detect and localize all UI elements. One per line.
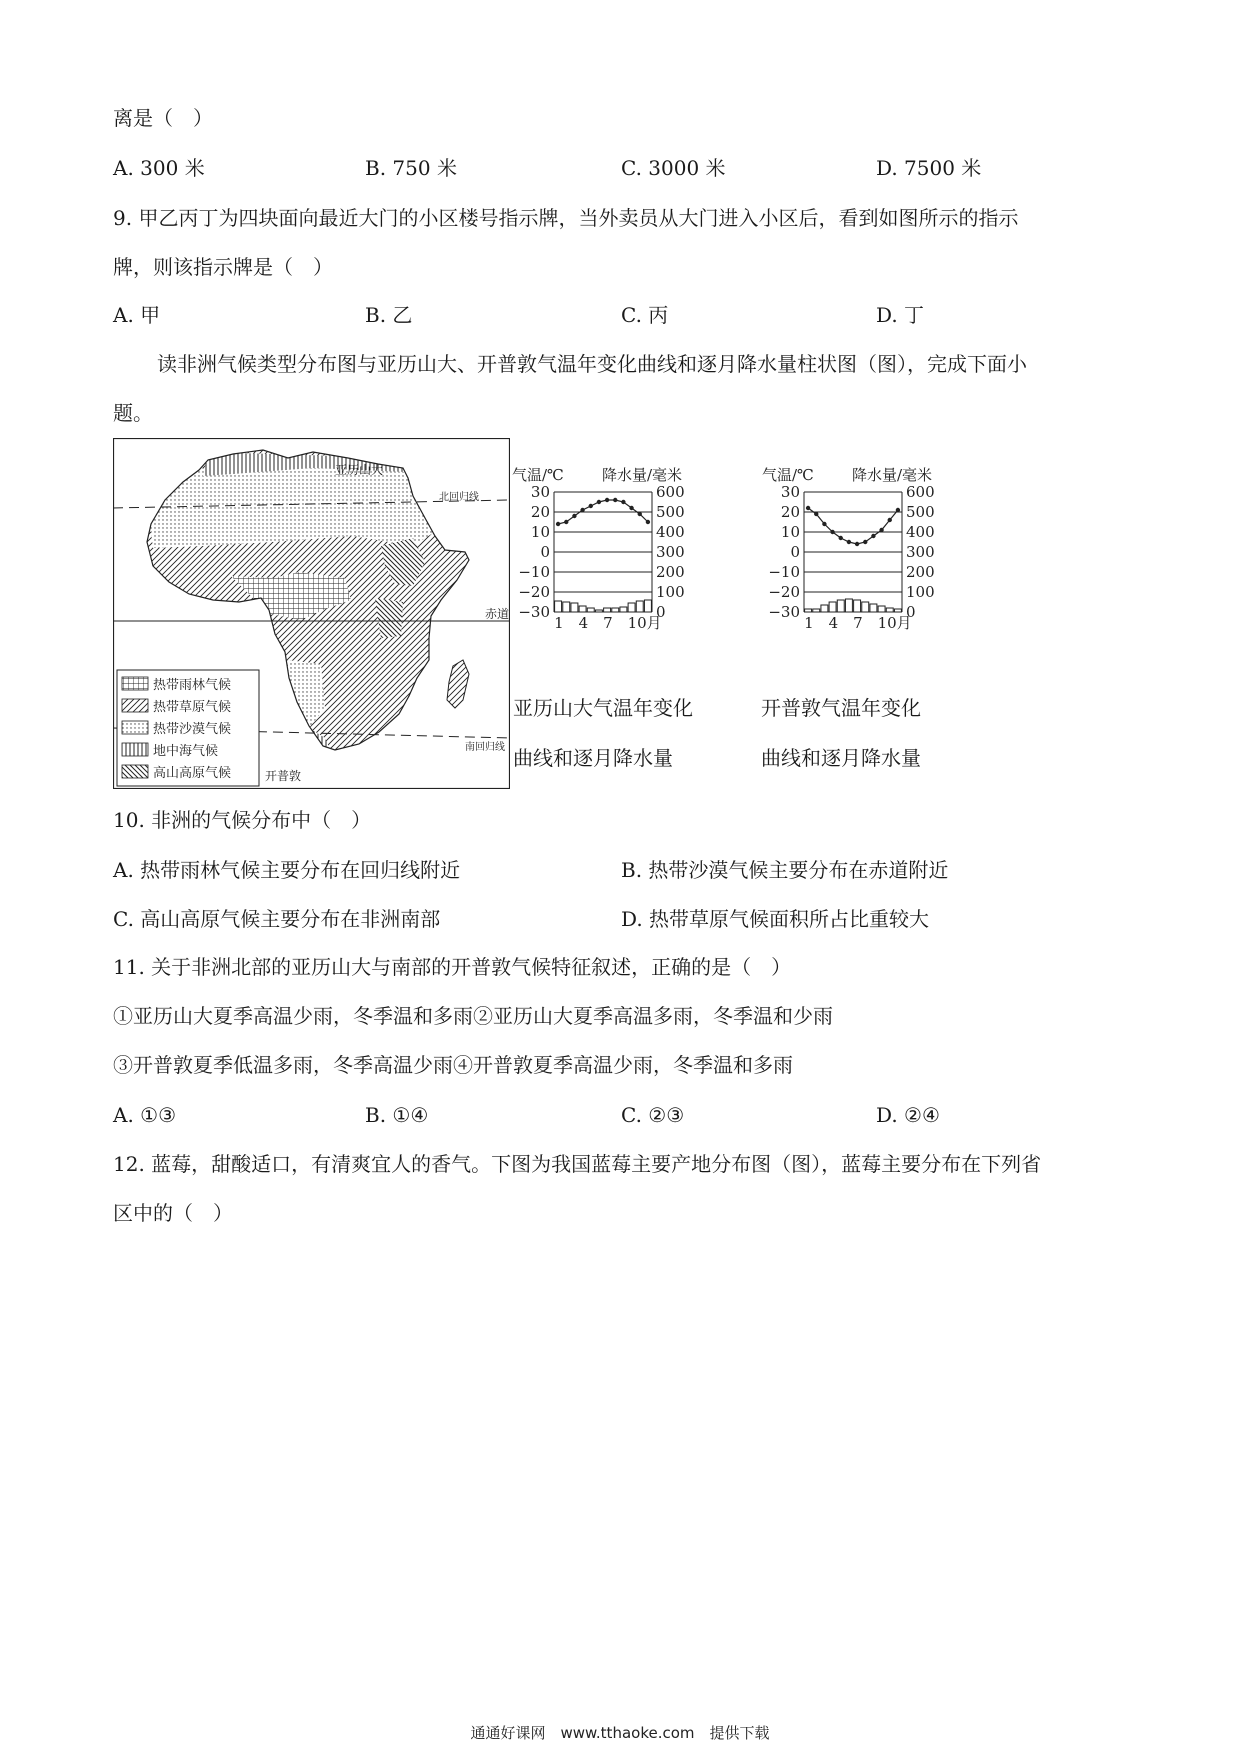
- legend-label-desert: 热带沙漠气候: [153, 722, 232, 737]
- temperature-point-month-9: [871, 534, 875, 538]
- q9-stem-line1: 9. 甲乙丙丁为四块面向最近大门的小区楼号指示牌，当外卖员从大门进入小区后，看到如图所示的指示: [113, 206, 1019, 230]
- chart-precip-tick-label: 600: [906, 483, 935, 501]
- q8-stem-tail: 离是（ ）: [113, 106, 213, 130]
- legend-label-highland: 高山高原气候: [153, 766, 232, 781]
- q11-option-b[interactable]: B. ①④: [365, 1103, 429, 1127]
- chart-temp-tick-label: 0: [540, 543, 550, 561]
- chart-x-tick-label: 1: [554, 614, 564, 632]
- q11-option-d[interactable]: D. ②④: [876, 1103, 940, 1127]
- legend-swatch-rainforest: [122, 677, 148, 690]
- chart-precip-tick-label: 0: [656, 603, 666, 621]
- temperature-point-month-7: [855, 542, 859, 546]
- precip-bar-month-2: [563, 602, 570, 612]
- precip-bar-month-7: [604, 608, 611, 612]
- alexandria-caption-line1: 亚历山大气温年变化: [513, 696, 693, 720]
- chart-precip-tick-label: 0: [906, 603, 916, 621]
- chart-temp-tick-label: 30: [530, 483, 550, 501]
- capetown-climate-chart: [760, 466, 960, 686]
- precip-bar-month-2: [813, 609, 820, 612]
- precip-bar-month-6: [595, 610, 602, 612]
- legend-swatch-savanna: [122, 699, 148, 712]
- map-legend: [117, 670, 259, 786]
- temperature-point-month-4: [580, 508, 584, 512]
- temperature-point-month-12: [646, 520, 650, 524]
- temperature-point-month-3: [572, 514, 576, 518]
- q11-option-c[interactable]: C. ②③: [621, 1103, 685, 1127]
- chart-precip-tick-label: 200: [906, 563, 935, 581]
- legend-swatch-highland: [122, 765, 148, 778]
- legend-label-savanna: 热带草原气候: [153, 700, 232, 715]
- q12-stem-line1: 12. 蓝莓，甜酸适口，有清爽宜人的香气。下图为我国蓝莓主要产地分布图（图），蓝莓主要分布在下列省: [113, 1152, 1042, 1176]
- temperature-point-month-2: [564, 520, 568, 524]
- precip-bar-month-4: [829, 602, 836, 612]
- precip-bar-month-7: [854, 600, 861, 612]
- temperature-point-month-2: [814, 512, 818, 516]
- chart-precip-axis-title: 降水量/毫米: [602, 466, 683, 484]
- q10-option-b[interactable]: B. 热带沙漠气候主要分布在赤道附近: [621, 858, 949, 882]
- temperature-point-month-7: [605, 498, 609, 502]
- chart-temp-tick-label: −30: [768, 603, 800, 621]
- chart-temp-tick-label: 0: [790, 543, 800, 561]
- precip-bar-month-11: [886, 608, 893, 612]
- temperature-point-month-8: [613, 498, 617, 502]
- q11-item-line1: ①亚历山大夏季高温少雨，冬季温和多雨②亚历山大夏季高温多雨，冬季温和少雨: [113, 1004, 833, 1028]
- intro-line2: 题。: [113, 401, 153, 425]
- chart-precip-tick-label: 300: [656, 543, 685, 561]
- capetown-label: 开普敦: [265, 769, 302, 783]
- legend-label-rainforest: 热带雨林气候: [153, 678, 232, 693]
- temperature-point-month-5: [839, 536, 843, 540]
- temperature-point-month-10: [879, 528, 883, 532]
- precip-bar-month-10: [878, 606, 885, 612]
- q10-option-a[interactable]: A. 热带雨林气候主要分布在回归线附近: [113, 858, 461, 882]
- chart-temp-axis-title: 气温/℃: [512, 466, 564, 484]
- precip-bar-month-1: [805, 609, 812, 612]
- precip-bar-month-8: [612, 608, 619, 612]
- temperature-point-month-1: [806, 506, 810, 510]
- chart-precip-tick-label: 600: [656, 483, 685, 501]
- q8-option-d[interactable]: D. 7500 米: [876, 156, 982, 180]
- precip-bar-month-9: [870, 604, 877, 612]
- chart-x-tick-label: 10月: [627, 614, 662, 632]
- temperature-point-month-12: [896, 508, 900, 512]
- q9-option-d[interactable]: D. 丁: [876, 303, 925, 327]
- tropic-north-label: 北回归线: [439, 492, 479, 503]
- chart-x-tick-label: 4: [578, 614, 589, 632]
- q8-option-a[interactable]: A. 300 米: [113, 156, 205, 180]
- capetown-caption-line1: 开普敦气温年变化: [761, 696, 921, 720]
- chart-x-tick-label: 7: [853, 614, 863, 632]
- precip-bar-month-5: [587, 608, 594, 612]
- alexandria-caption-line2: 曲线和逐月降水量: [513, 746, 673, 770]
- q8-option-c[interactable]: C. 3000 米: [621, 156, 726, 180]
- chart-temp-tick-label: −30: [518, 603, 550, 621]
- temperature-point-month-6: [597, 500, 601, 504]
- chart-precip-tick-label: 100: [656, 583, 685, 601]
- chart-temp-tick-label: 20: [530, 503, 550, 521]
- q9-option-c[interactable]: C. 丙: [621, 303, 669, 327]
- temperature-point-month-10: [629, 506, 633, 510]
- q9-option-b[interactable]: B. 乙: [365, 303, 413, 327]
- chart-precip-tick-label: 500: [656, 503, 685, 521]
- temperature-point-month-11: [888, 518, 892, 522]
- precip-bar-month-10: [628, 603, 635, 612]
- temperature-point-month-6: [847, 540, 851, 544]
- intro-line1: 读非洲气候类型分布图与亚历山大、开普敦气温年变化曲线和逐月降水量柱状图（图），完成下面小: [157, 352, 1027, 376]
- q9-stem-line2: 牌，则该指示牌是（ ）: [113, 255, 333, 279]
- q11-item-line2: ③开普敦夏季低温多雨，冬季高温少雨④开普敦夏季高温少雨，冬季温和多雨: [113, 1053, 793, 1077]
- q12-stem-line2: 区中的（ ）: [113, 1201, 233, 1225]
- q10-stem: 10. 非洲的气候分布中（ ）: [113, 808, 372, 832]
- precip-bar-month-12: [644, 600, 651, 612]
- precip-bar-month-4: [579, 606, 586, 612]
- q9-option-a[interactable]: A. 甲: [113, 303, 161, 327]
- chart-precip-tick-label: 500: [906, 503, 935, 521]
- chart-temp-tick-label: 10: [530, 523, 550, 541]
- chart-temp-tick-label: 20: [780, 503, 800, 521]
- chart-temp-tick-label: −20: [518, 583, 550, 601]
- chart-temp-tick-label: −10: [768, 563, 800, 581]
- precip-bar-month-8: [862, 602, 869, 612]
- africa-climate-map: [113, 438, 510, 789]
- legend-swatch-mediterranean: [122, 743, 148, 756]
- precip-bar-month-3: [821, 605, 828, 612]
- precip-bar-month-5: [837, 600, 844, 612]
- temperature-line: [808, 508, 898, 544]
- alexandria-climate-chart: [510, 466, 710, 686]
- capetown-caption-line2: 曲线和逐月降水量: [761, 746, 921, 770]
- chart-temp-tick-label: 30: [780, 483, 800, 501]
- temperature-point-month-4: [830, 530, 834, 534]
- legend-label-mediterranean: 地中海气候: [153, 744, 219, 759]
- chart-x-tick-label: 10月: [877, 614, 912, 632]
- temperature-point-month-5: [589, 504, 593, 508]
- chart-temp-tick-label: −20: [768, 583, 800, 601]
- precip-bar-month-12: [894, 609, 901, 612]
- q11-stem: 11. 关于非洲北部的亚历山大与南部的开普敦气候特征叙述，正确的是（ ）: [113, 955, 792, 979]
- chart-precip-tick-label: 200: [656, 563, 685, 581]
- q8-option-b[interactable]: B. 750 米: [365, 156, 457, 180]
- equator-label: 赤道: [485, 607, 510, 621]
- temperature-point-month-9: [621, 500, 625, 504]
- chart-precip-axis-title: 降水量/毫米: [852, 466, 933, 484]
- chart-precip-tick-label: 300: [906, 543, 935, 561]
- temperature-point-month-8: [863, 540, 867, 544]
- q11-option-a[interactable]: A. ①③: [113, 1103, 177, 1127]
- chart-precip-tick-label: 400: [656, 523, 685, 541]
- precip-bar-month-1: [555, 601, 562, 612]
- precip-bar-month-6: [845, 599, 852, 612]
- page-footer: 通通好课网 www.tthaoke.com 提供下载: [470, 1724, 770, 1742]
- chart-temp-axis-title: 气温/℃: [762, 466, 814, 484]
- precip-bar-month-3: [571, 603, 578, 612]
- chart-precip-tick-label: 100: [906, 583, 935, 601]
- chart-precip-tick-label: 400: [906, 523, 935, 541]
- chart-x-tick-label: 4: [828, 614, 839, 632]
- precip-bar-month-9: [620, 607, 627, 612]
- chart-temp-tick-label: −10: [518, 563, 550, 581]
- legend-swatch-desert: [122, 721, 148, 734]
- q10-option-c[interactable]: C. 高山高原气候主要分布在非洲南部: [113, 907, 441, 931]
- chart-temp-tick-label: 10: [780, 523, 800, 541]
- chart-x-tick-label: 1: [804, 614, 814, 632]
- q10-option-d[interactable]: D. 热带草原气候面积所占比重较大: [621, 907, 930, 931]
- precip-bar-month-11: [636, 601, 643, 612]
- chart-x-tick-label: 7: [603, 614, 613, 632]
- temperature-point-month-1: [556, 522, 560, 526]
- alexandria-label: 亚历山大: [335, 463, 384, 477]
- tropic-south-label: 南回归线: [465, 742, 505, 753]
- temperature-point-month-3: [822, 522, 826, 526]
- temperature-point-month-11: [638, 512, 642, 516]
